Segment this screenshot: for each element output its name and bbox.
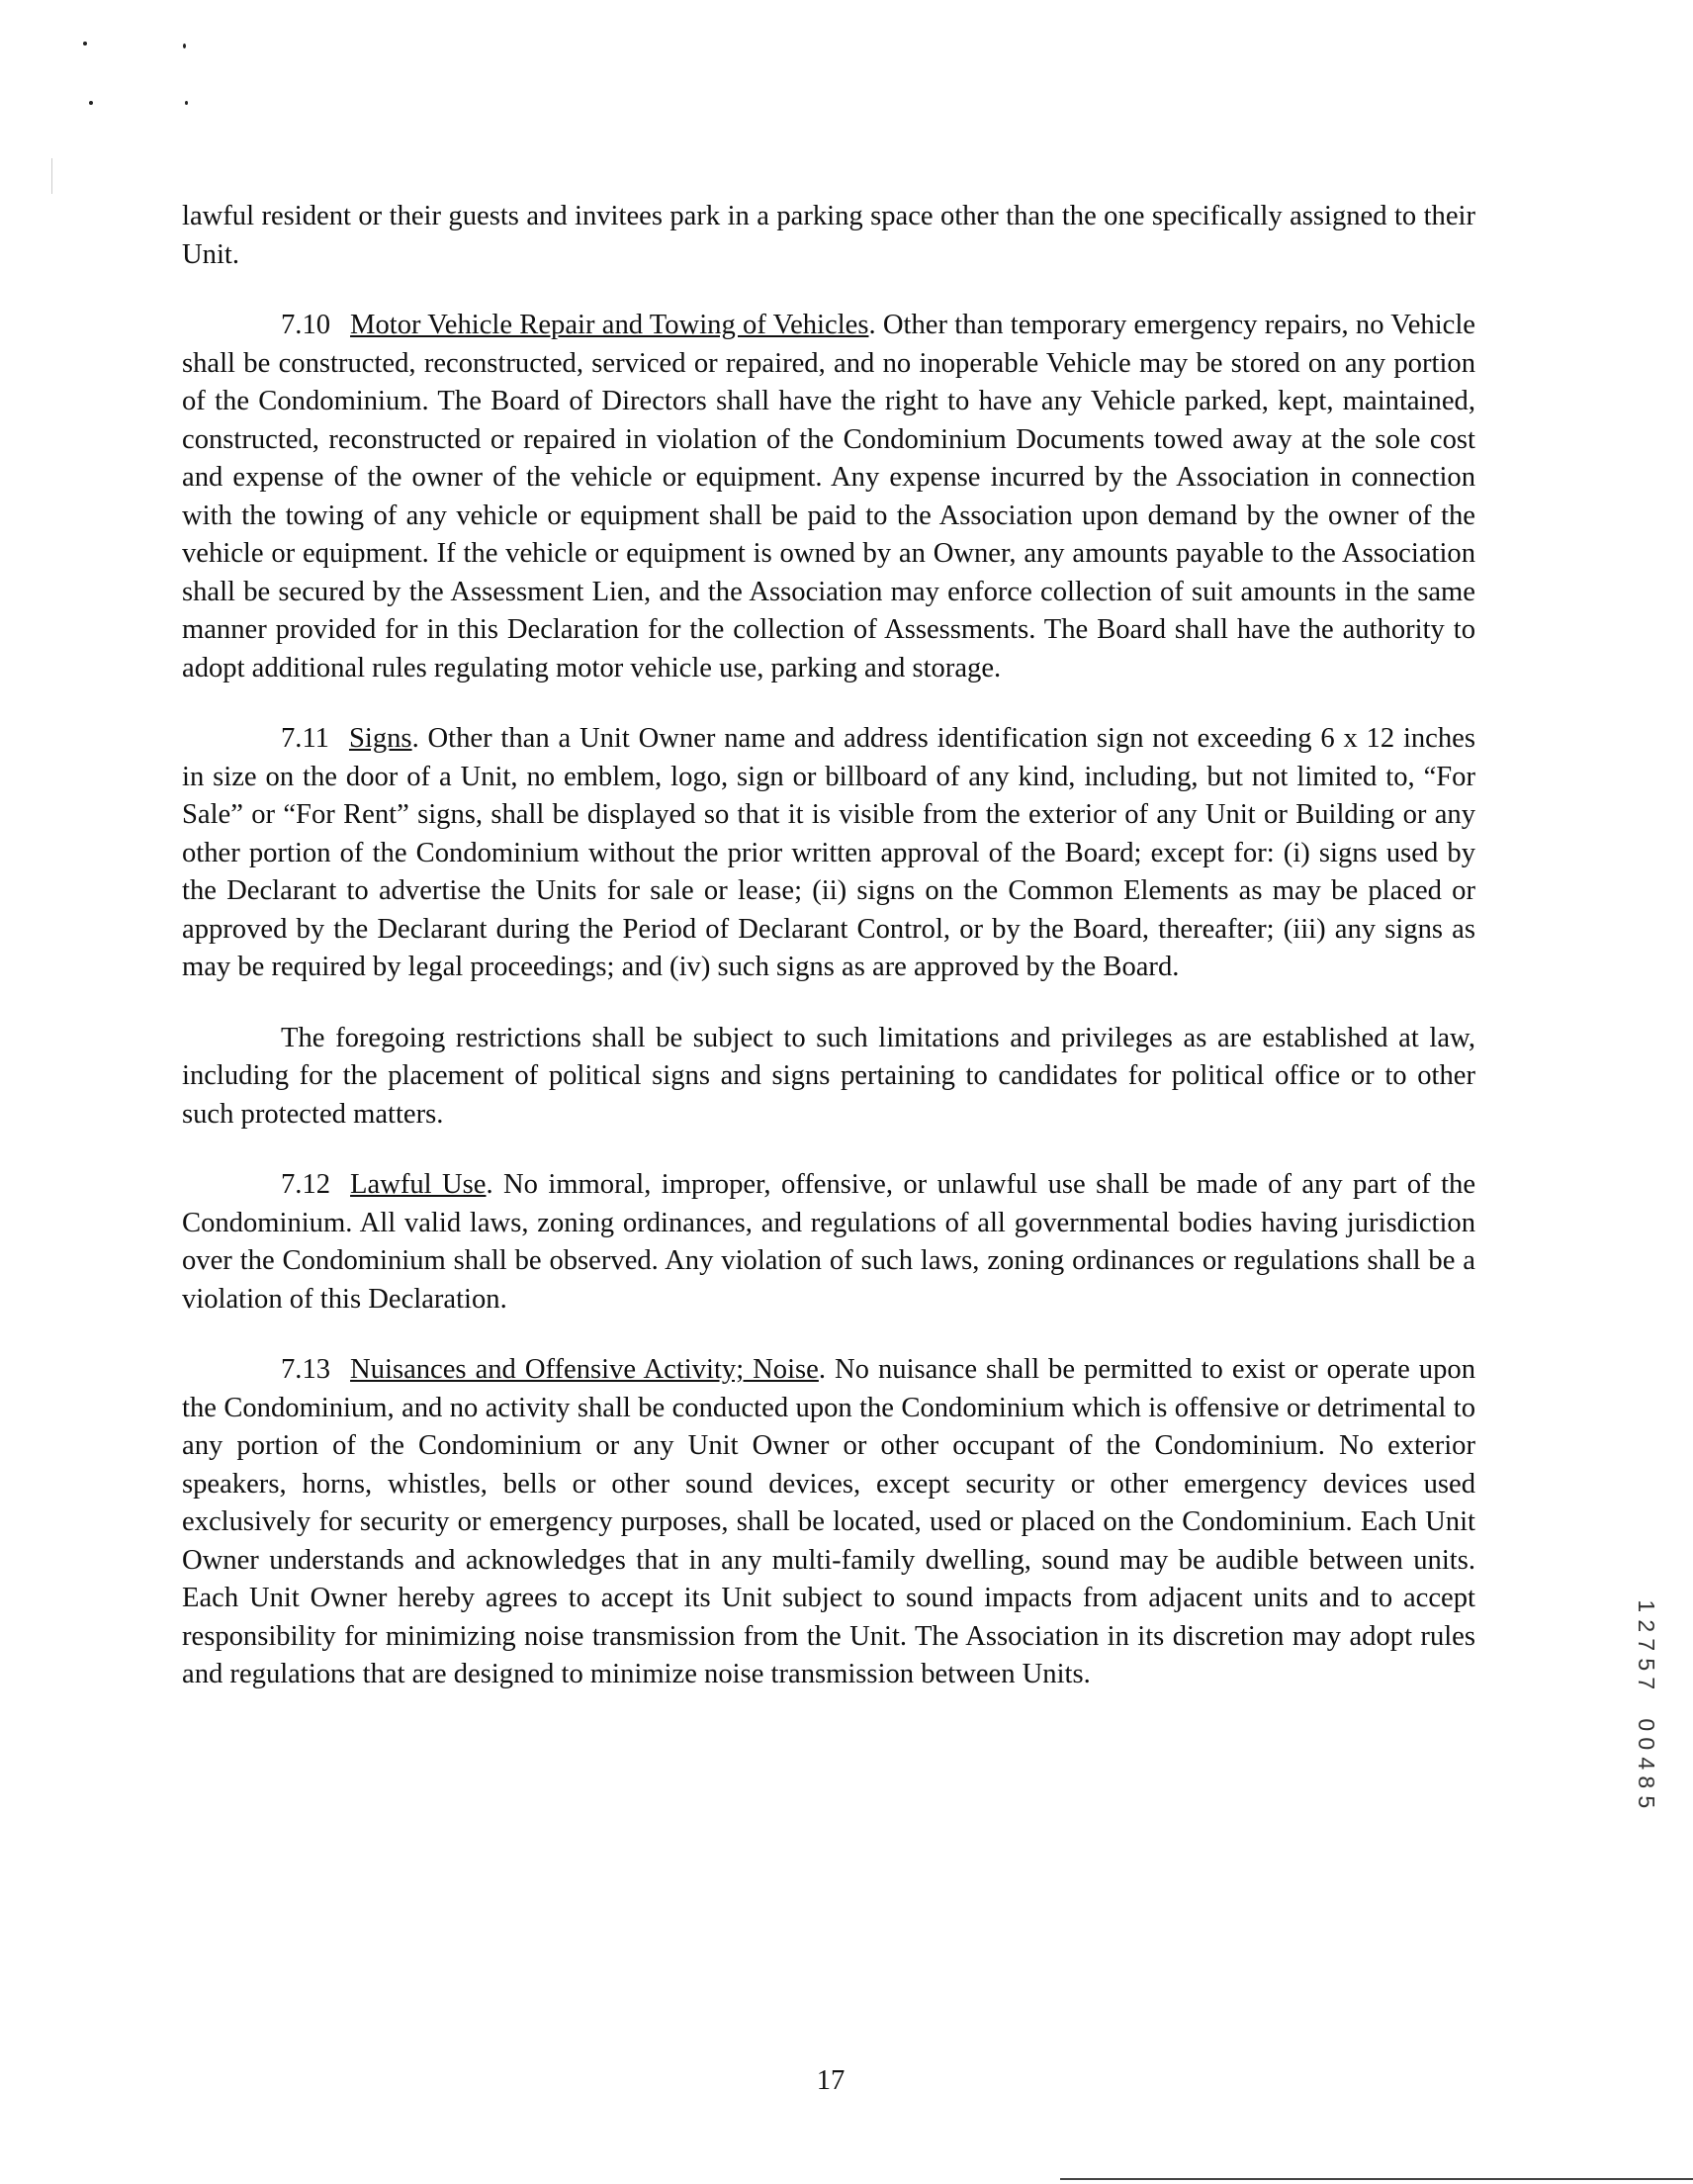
scan-speck xyxy=(89,101,93,105)
stamp-digit: 7 xyxy=(1633,1677,1659,1690)
section-text: No nuisance shall be permitted to exist or operate upon the Condominium, and no activity shall be conducted upon the Condominium which is offensive or detrimental to any portion of the Condominium or any Unit Owner or other occupant of the Condominium. No exterior speakers, horns, whistles, bells or other sound devices, except security or other emergency devices used exclusively for security or emergency purposes, shall be located, used or placed on the Condominium. Each Unit Owner understands and acknowledges that in any multi-family dwelling, sound may be audible between units. Each Unit Owner hereby agrees to accept its Unit subject to sound impacts from adjacent units and to accept responsibility for minimizing noise transmission from the Unit. The Association in its discretion may adopt rules and regulations that are designed to minimize noise transmission between Units. xyxy=(182,1354,1475,1689)
section-number: 7.13 xyxy=(281,1354,331,1385)
section-number: 7.11 xyxy=(281,723,329,754)
stamp-digit: 8 xyxy=(1633,1775,1659,1789)
paragraph-text: The foregoing restrictions shall be subject to such limitations and privileges as are established at law, including for the placement of political signs and signs pertaining to candidates for political office or to other such protected matters. xyxy=(182,1022,1475,1130)
section-7-12-lawful-use xyxy=(182,1166,1475,1319)
section-7-11-signs xyxy=(182,720,1475,987)
stamp-digit: 0 xyxy=(1633,1717,1659,1731)
section-number: 7.10 xyxy=(281,310,331,340)
recording-stamp xyxy=(1634,1596,1657,1811)
scan-speck xyxy=(185,101,188,105)
scan-speck xyxy=(83,42,87,46)
stamp-digit: 2 xyxy=(1633,1618,1659,1632)
stamp-digit: 0 xyxy=(1633,1737,1659,1751)
heading-period: . xyxy=(818,1354,827,1385)
stamp-digit: 4 xyxy=(1633,1756,1659,1770)
section-text: Other than a Unit Owner name and address identification sign not exceeding 6 x 12 inches in size on the door of a Unit, no emblem, logo, sign or billboard of any kind, including, but not limited to, “For Sale” or “For Rent” signs, shall be displayed so that it is visible from the exterior of any Unit or Building or any other portion of the Condominium without the prior written approval of the Board; except for: (i) signs used by the Declarant to advertise the Units for sale or lease; (ii) signs on the Common Elements as may be placed or approved by the Declarant during the Period of Declarant Control, or by the Board, thereafter; (iii) any signs as may be required by legal proceedings; and (iv) such signs as are approved by the Board. xyxy=(182,723,1475,982)
page-number: 17 xyxy=(816,2065,846,2096)
stamp-digit: 1 xyxy=(1633,1599,1659,1613)
section-heading: Nuisances and Offensive Activity; Noise xyxy=(350,1354,819,1385)
section-heading: Lawful Use xyxy=(350,1169,487,1200)
section-heading: Motor Vehicle Repair and Towing of Vehicles xyxy=(350,310,869,340)
section-heading: Signs xyxy=(348,723,412,754)
stamp-digit: 5 xyxy=(1633,1657,1659,1671)
section-text: No immoral, improper, offensive, or unlawful use shall be made of any part of the Condominium. All valid laws, zoning ordinances, and regulations of all governmental bodies having jurisdiction over the Condominium shall be observed. Any violation of such laws, zoning ordinances or regulations shall be a violation of this Declaration. xyxy=(182,1169,1476,1315)
paragraph-sign-restrictions xyxy=(182,1020,1475,1135)
document-body xyxy=(182,198,1475,1727)
scan-speck xyxy=(183,44,186,48)
section-7-10-vehicle-repair-towing xyxy=(182,307,1475,687)
section-number: 7.12 xyxy=(281,1169,331,1200)
paragraph-continuation xyxy=(182,198,1475,274)
heading-period: . xyxy=(486,1169,493,1200)
scan-margin-mark xyxy=(51,158,52,194)
heading-period: . xyxy=(411,723,419,754)
stamp-digit: 5 xyxy=(1633,1794,1659,1808)
stamp-digit: 7 xyxy=(1633,1638,1659,1652)
heading-period: . xyxy=(868,310,876,340)
bottom-rule xyxy=(1060,2178,1693,2180)
section-7-13-nuisances-noise xyxy=(182,1351,1475,1694)
section-text: Other than temporary emergency repairs, no Vehicle shall be constructed, reconstructed, serviced or repaired, and no inoperable Vehicle may be stored on any portion of the Condominium. The Board of Directors shall have the right to have any Vehicle parked, kept, maintained, constructed, reconstructed or repaired in violation of the Condominium Documents towed away at the sole cost and expense of the owner of the vehicle or equipment. Any expense incurred by the Association in connection with the towing of any vehicle or equipment shall be paid to the Association upon demand by the owner of the vehicle or equipment. If the vehicle or equipment is owned by an Owner, any amounts payable to the Association shall be secured by the Assessment Lien, and the Association may enforce collection of suit amounts in the same manner provided for in this Declaration for the collection of Assessments. The Board shall have the authority to adopt additional rules regulating motor vehicle use, parking and storage. xyxy=(182,310,1475,683)
paragraph-text: lawful resident or their guests and invitees park in a parking space other than the one specifically assigned to their Unit. xyxy=(182,201,1475,270)
